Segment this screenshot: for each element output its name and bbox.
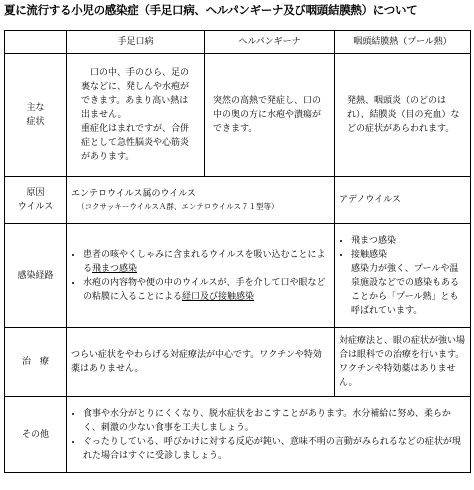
- list-item: • ぐったりしている、呼びかけに対する反応が鈍い、意味不明の言動がみられるなどの症状が現れた場合はすぐに受診しましょう。: [83, 435, 466, 463]
- cell-cause-entero: エンテロウイルス属のウイルス （コクサッキーウイルスＡ群、エンテロウイルス７１型等）: [67, 177, 335, 224]
- column-header-hfmd: 手足口病: [67, 31, 205, 54]
- list-item: • 飛まつ感染: [351, 234, 464, 248]
- cell-symptoms-herpangina: 突然の高熱で発症し、口の中の奥の方に水疱や潰瘍ができます。: [205, 54, 335, 177]
- row-treatment: [5, 328, 471, 397]
- cell-cause-adeno: アデノウイルス: [335, 177, 471, 224]
- column-header-herpangina: ヘルパンギーナ: [205, 31, 335, 54]
- page-title: 夏に流行する小児の感染症（手足口病、ヘルパンギーナ及び咽頭結膜熱）について: [4, 3, 418, 17]
- list-item: • 患者の咳やくしゃみに含まれるウイルスを吸い込むことによる飛まつ感染: [83, 248, 330, 276]
- route-entero-list: [71, 248, 330, 304]
- row-symptoms: [5, 54, 471, 177]
- cell-route-entero: [67, 224, 335, 328]
- row-header-symptoms: 主な 症状: [5, 54, 67, 177]
- column-header-pcf: 咽頭結膜熱（プール熱）: [335, 31, 471, 54]
- row-header-other: その他: [5, 397, 67, 473]
- row-route: [5, 224, 471, 328]
- other-list: [71, 407, 466, 463]
- row-cause: [5, 177, 471, 224]
- infection-table: [4, 30, 471, 473]
- list-item: • 食事や水分がとりにくくなり、脱水症状をおこすことがあります。水分補給に努め、柔らかく、刺激の少ない食事を工夫しましょう。: [83, 407, 466, 435]
- row-header-cause: 原因 ウイルス: [5, 177, 67, 224]
- row-header-route: 感染経路: [5, 224, 67, 328]
- list-item: • 接触感染: [351, 248, 464, 262]
- cell-other: [67, 397, 471, 473]
- row-other: [5, 397, 471, 473]
- cell-treatment-entero: つらい症状をやわらげる対症療法が中心です。ワクチンや特効薬はありません。: [67, 328, 335, 397]
- row-header-treatment: 治 療: [5, 328, 67, 397]
- cell-route-adeno: • 飛まつ感染 • 接触感染 感染力が強く、プールや温泉施設などでの感染もあることから「プール熱」とも呼ばれています。: [335, 224, 471, 328]
- list-item: • 水疱の内容物や便の中のウイルスが、手を介して口や眼などの粘膜に入ることによる経口及び接触感染: [83, 276, 330, 304]
- route-adeno-list: [339, 234, 464, 262]
- cell-symptoms-pcf: 発熱、咽頭炎（のどのはれ）、結膜炎（目の充血）などの症状があらわれます。: [335, 54, 471, 177]
- header-row: [5, 31, 471, 54]
- cell-treatment-adeno: 対症療法と、眼の症状が強い場合は眼科での治療を行います。ワクチンや特効薬はありません。: [335, 328, 471, 397]
- cell-symptoms-hfmd: 口の中、手のひら、足の裏などに、発しんや水疱ができます。あまり高い熱は出ません。 重症化はまれですが、合併症として急性脳炎や心筋炎があります。: [67, 54, 205, 177]
- corner-cell: [5, 31, 67, 54]
